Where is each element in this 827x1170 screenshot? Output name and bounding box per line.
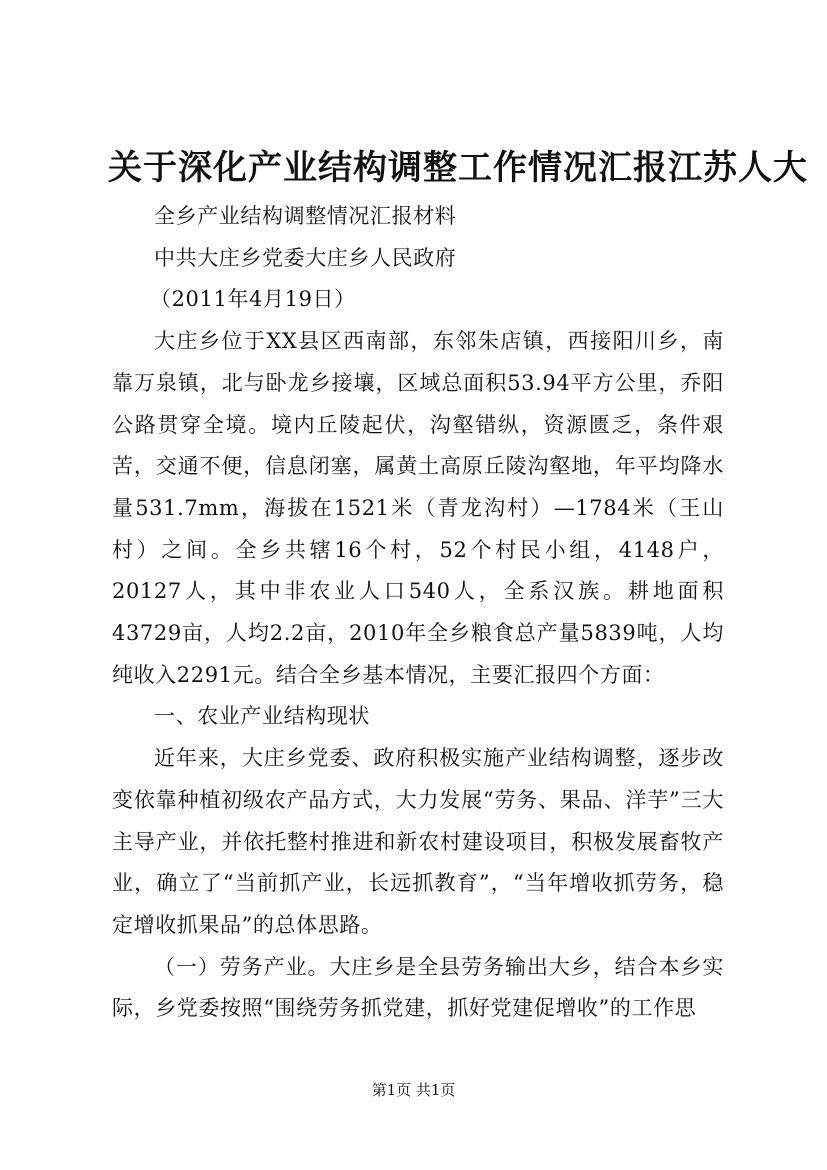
paragraph-intro: 大庄乡位于XX县区西南部，东邻朱店镇，西接阳川乡，南靠万泉镇，北与卧龙乡接壤，区域总面积53.94平方公里，乔阳公路贯穿全境。境内丘陵起伏，沟壑错纵，资源匮乏，条件艰苦，交通不便，信息闭塞，属黄土高原丘陵沟壑地，年平均降水量531.7mm，海拔在1521米（青龙沟村）—1784米（王山村）之间。全乡共辖16个村，52个村民小组，4148户，20127人，其中非农业人口540人，全系汉族。耕地面积43729亩，人均2.2亩，2010年全乡粮食总产量5839吨，人均纯收入2291元。结合全乡基本情况，主要汇报四个方面： <box>112 329 724 687</box>
document-subtitle: 全乡产业结构调整情况汇报材料 <box>154 204 457 228</box>
document-issuer: 中共大庄乡党委大庄乡人民政府 <box>154 245 457 270</box>
paragraph-labor: （一）劳务产业。大庄乡是全县劳务输出大乡，结合本乡实际，乡党委按照“围绕劳务抓党建，抓好党建促增收”的工作思 <box>112 954 724 1021</box>
document-date: （2011年4月19日） <box>150 287 356 312</box>
page-footer: 第1页 共1页 <box>371 1081 456 1099</box>
section-heading: 一、农业产业结构现状 <box>154 704 370 729</box>
paragraph-overview: 近年来，大庄乡党委、政府积极实施产业结构调整，逐步改变依靠种植初级农产品方式，大力发展“劳务、果品、洋芋”三大主导产业，并依托整村推进和新农村建设项目，积极发展畜牧产业，确立了“当前抓产业，长远抓教育”，“当年增收抓劳务，稳定增收抓果品”的总体思路。 <box>112 746 724 937</box>
document-title: 关于深化产业结构调整工作情况汇报江苏人大 <box>108 148 808 188</box>
document-body <box>112 196 724 1030</box>
